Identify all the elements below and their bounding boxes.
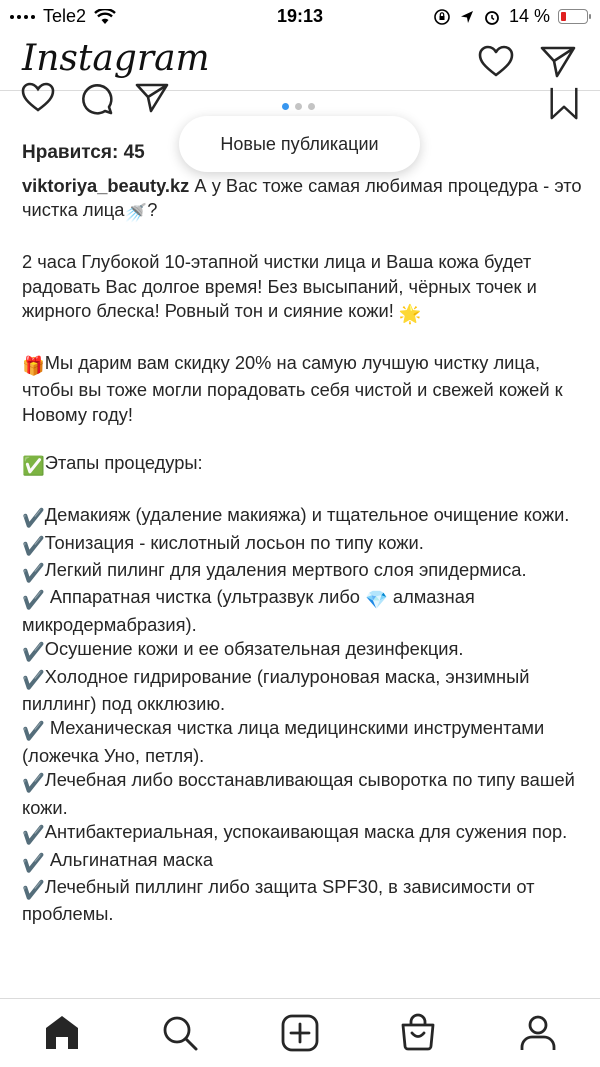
likes-count[interactable]: Нравится: 45 [22, 142, 145, 163]
step-text: Альгинатная маска [44, 848, 214, 870]
caption-para2: Мы дарим вам скидку 20% на самую лучшую чистку лица, чтобы вы тоже могли порадовать себя чистой и свежей кожей к Новому году! [22, 351, 563, 425]
step-item [22, 558, 582, 585]
caption-paragraph [22, 250, 582, 326]
activity-heart-icon[interactable] [476, 42, 516, 82]
check-mark-icon: ✔️ [22, 851, 45, 873]
clock: 19:13 [276, 6, 324, 26]
diamond-emoji-icon: 💎 [365, 589, 388, 611]
check-mark-icon: ✔️ [22, 772, 45, 794]
caption-question: ? [147, 199, 158, 221]
new-posts-pill[interactable]: Новые публикации [179, 116, 420, 172]
step-item [22, 716, 582, 768]
step-text: Механическая чистка лица медицинскими инструментами (ложечка Уно, петля). [22, 717, 545, 766]
post-caption [22, 174, 582, 927]
step-text: Осушение кожи и ее обязательная дезинфекция. [44, 638, 464, 660]
caption-para1: 2 часа Глубокой 10-этапной чистки лица и Ваша кожа будет радовать Вас долгое время! Без высыпаний, чёрных точек и жирного блеска! Ровный тон и сияние кожи! [22, 251, 537, 322]
step-text: Холодное гидрирование (гиалуроновая маска, энзимный пиллинг) под окклюзию. [22, 665, 530, 715]
alarm-icon [483, 8, 501, 26]
check-mark-icon: ✔️ [22, 824, 45, 846]
step-item [22, 531, 582, 558]
check-mark-icon: ✔️ [22, 534, 45, 556]
instagram-logo[interactable]: Instagram [22, 38, 210, 79]
step-text: Легкий пилинг для удаления мертвого слоя эпидермиса. [44, 559, 527, 581]
carrier-label: Tele2 [43, 6, 87, 26]
bookmark-icon[interactable] [546, 86, 582, 120]
carousel-dot [308, 103, 315, 110]
check-mark-icon: ✔️ [22, 641, 45, 663]
post-username[interactable]: viktoriya_beauty.kz [22, 175, 190, 196]
battery-icon [558, 9, 588, 24]
search-icon[interactable] [160, 1013, 200, 1053]
step-text: Лечебная либо восстанавливающая сыворотка по типу вашей кожи. [22, 769, 575, 818]
status-right [433, 6, 588, 27]
check-mark-icon: ✔️ [22, 589, 45, 611]
direct-message-icon[interactable] [538, 42, 578, 82]
shower-emoji-icon: 🚿 [124, 202, 148, 224]
step-item [22, 820, 582, 847]
caption-first-line [22, 174, 582, 226]
caption-text: А у Вас тоже самая любимая процедура - это чистка лица [22, 175, 582, 221]
location-icon [459, 9, 475, 25]
bottom-nav [0, 998, 600, 1067]
home-icon[interactable] [42, 1013, 82, 1053]
heart-icon[interactable] [20, 80, 56, 116]
step-item [22, 665, 582, 717]
step-item [22, 848, 582, 875]
paper-plane-icon[interactable] [134, 80, 170, 116]
carousel-dot-active [282, 103, 289, 110]
step-text: Демакияж (удаление макияжа) и тщательное очищение кожи. [44, 504, 570, 526]
steps-title: Этапы процедуры: [44, 452, 203, 474]
status-bar [0, 0, 600, 32]
rotation-lock-icon [433, 8, 451, 26]
step-text: алмазная микродермабразия). [22, 586, 475, 635]
check-mark-icon: ✔️ [22, 668, 45, 690]
gift-emoji-icon: 🎁 [22, 354, 45, 376]
check-mark-icon: ✔️ [22, 507, 45, 529]
step-text: Тонизация - кислотный лосьон по типу кожи. [44, 531, 424, 553]
step-item [22, 503, 582, 530]
comment-icon[interactable] [78, 80, 114, 116]
step-text: Антибактериальная, успокаивающая маска для сужения пор. [44, 821, 568, 843]
check-mark-icon: ✔️ [22, 878, 45, 900]
shop-icon[interactable] [398, 1013, 438, 1053]
step-text: Лечебный пиллинг либо защита SPF30, в зависимости от проблемы. [22, 875, 535, 925]
steps-heading [22, 451, 582, 478]
carousel-dot [295, 103, 302, 110]
step-item [22, 637, 582, 664]
step-item [22, 585, 582, 637]
step-text: Аппаратная чистка (ультразвук либо [44, 586, 360, 608]
battery-percent: 14 % [508, 6, 550, 26]
profile-icon[interactable] [518, 1013, 558, 1053]
sparkle-star-emoji-icon: 🌟 [398, 303, 422, 325]
caption-paragraph [22, 351, 582, 427]
create-icon[interactable] [280, 1013, 320, 1053]
check-box-emoji-icon: ✅ [22, 455, 45, 477]
step-item [22, 768, 582, 820]
carousel-indicator [282, 103, 315, 110]
step-item [22, 875, 582, 927]
check-mark-icon: ✔️ [22, 720, 45, 742]
check-mark-icon: ✔️ [22, 562, 45, 584]
